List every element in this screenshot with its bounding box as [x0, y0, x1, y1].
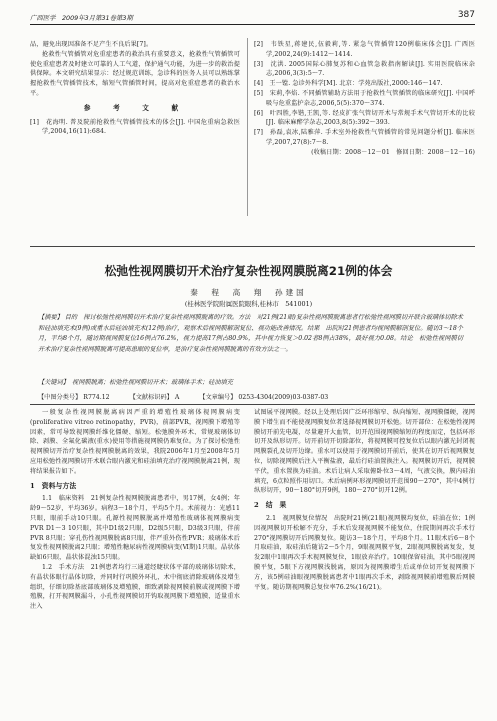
article-separator-rule	[30, 246, 475, 247]
reference-item: [5] 宋莉,李焰. 不同插管辅助方法用于抢救性气管插管的临床研究[J]. 中国呼吸与危重监护杂志,2006,5(5):370～374.	[254, 89, 475, 107]
paragraph: 品，避免出现因准备不足产生不良后果[7]。	[30, 41, 153, 48]
reference-item: [1] 花海明. 普及院前抢救性气管插管技术的体会[J]. 中国危重病急救医学,2004,16(11):684.	[30, 118, 240, 136]
references-heading: 参 考 文 献	[83, 103, 187, 112]
classification-line	[38, 392, 463, 401]
running-header	[30, 10, 475, 23]
reference-item: [6] 叶四胜,李锴,王凯,等. 经皮扩张气管切开术与常规手术气管切开术的比较[J]. 临床麻醉学杂志,2003,8(5):392～393.	[254, 109, 475, 127]
reference-item: [4] 王一镗. 急诊外科学[M]. 北京：学苑出版社,2000:146～147.	[254, 80, 443, 88]
paragraph: 试图展平视网膜。经以上处理后因广泛环形缩窄、纵向缩短、视网膜僵硬，视网膜下增生而不能使视网膜复位者选择视网膜切开松弛。切开部位：在松弛性视网膜切开前先电凝，尽量避开大血管，切开范围视网膜缩短的程度而定，包括环形切开及纵形切开。切开前切开切除部位，将视网膜可控复位后以眼内激光封闭视网膜裂孔及切开边缘。重水可以使用于视网膜切开前后，使其在切开后视网膜复位，切除视网膜后注入平衡盐液，最后行硅油置换注入。视网膜切开后，视网膜平伏，重水置换为硅油。术后让病人采取俯卧位3～4周，气液交换，膜内硅油填充，6点粒照作用切口。术后病例环形视网膜切开范围90～270°，其中4例行纵形切开，90～180°切开9例，180～270°切开12例。	[254, 409, 475, 495]
keywords: 【关键词】 视网膜脱离；松弛性视网膜切开术；玻璃体手术；硅油填充	[38, 379, 233, 386]
body-right-column	[254, 408, 475, 592]
paragraph: 2.1 视网膜复位情况 出院时21例(21眼)视网膜均复位，硅油在位；1例因视网膜切开松解不充分，手术后发现视网膜不能复位，住院期间再次手术行270°视网膜切开后网膜复位。随访3～18个月，平均8个月。11眼术后6～8个月取硅油，取硅油后随访2～5个月，9眼视网膜平复，2眼视网膜脱离复发，复发2眼中1眼再次手术视网膜复位，1眼放弃治疗。10眼保留硅油，其中5眼视网膜平复，5眼下方视网膜浅脱离，原因为视网膜增生后或单位切开复视网膜下方，该5例硅油眼视网膜脱离患者中1眼再次手术，剥除视网膜前增殖膜后网膜平复。随访期视网膜总复位率76.2%(16/21)。	[254, 514, 475, 591]
abstract-rule	[30, 404, 475, 405]
journal-name: 广西医学 2009年3月第31卷第3期	[30, 14, 133, 22]
received-date: (收稿日期：2008－12－01 修回日期：2008－12－16)	[311, 148, 475, 156]
document-code: 【文献标识码】 A	[129, 394, 180, 401]
page-number: 387	[457, 10, 475, 20]
right-top-column	[254, 40, 475, 158]
intro-paragraph: 一般复杂性视网膜脱离病因严重的增殖性玻璃体视网膜病变(proliferative vitreo retinopathy，PVR)，前部PVR，视网膜下增殖等因素，常可导致视网膜纤维化僵硬、缩短。松弛膜外环术、常规玻璃体切除、剥膜、全氟化碳液(重水)使用等措施视网膜仍难复位。为了探讨松弛性视网膜切开治疗复杂性视网膜脱离的效果，我院2006年1月至2008年5月应用松弛性视网膜切开术联合眼内激光和硅油填充治疗视网膜脱离21例，现将结果报告如下。	[30, 409, 240, 475]
section-heading: 1 资料与方法	[30, 481, 77, 490]
paragraph: 1.1 临床资料 21例复杂性视网膜脱离患者中，男17例，女4例；年龄9～52岁，平均36岁。病程3～18个月，平均5个月。术前视力：光感11只眼，眼前手动10只眼。孔源性视网膜脱离并增殖性玻璃体视网膜病变PVR D1～3 10只眼，其中D1级2只眼，D2级5只眼，D3级3只眼，伴前PVR 8只眼；穿孔伤性视网膜脱离8只眼，伴严重外伤性PVR；玻璃体术后复发性视网膜脱离2只眼；增殖性糖尿病性视网膜病变(Ⅵ期)1只眼。晶状体缺如6只眼，晶状体混浊15只眼。	[30, 495, 240, 562]
clc-number: 【中图分类号】 R774.12	[38, 394, 110, 401]
column-divider	[247, 38, 248, 216]
left-top-column	[30, 40, 240, 137]
article-authors: 秦 程 高 翔 孙建国	[190, 288, 307, 297]
reference-item: [7] 孙磊,袁冰,陆雅萍. 手术室外抢救性气管插管的常见问题分析[J]. 临床医学,2007,27(8):7～8.	[254, 129, 475, 146]
author-affiliation: (桂林医学院附属医院眼科,桂林市 541001)	[184, 300, 313, 308]
reference-item: [2] 韦铁星,蒋建民,伍毅莉,等. 紧急气管插管120例临床体会[J]. 广西医学,2002,24(9):1412～1414.	[254, 41, 475, 58]
reference-item: [3] 沈洪. 2005国际心肺复苏和心血管急救指南解读[J]. 实用医院临床杂志,2006,3(3):5～7.	[254, 60, 475, 78]
body-left-column	[30, 408, 240, 612]
paragraph: 1.2 手术方法 21例患者均行三通道经睫状体平部的玻璃体切除术，有晶状体眼行晶体切除，并同时行巩膜外环扎，术中彻底清除玻璃体及增生组织，仔细切除基底部玻璃体及增殖膜，细致剥除视网膜前膜或视网膜下增殖膜，打开视网膜漏斗，小孔性视网膜切开钩取视网膜下增殖膜，适量重水注入	[30, 563, 240, 611]
article-id: 【文章编号】 0253-4304(2009)03-0387-03	[199, 394, 329, 401]
paragraph: 抢救性气管插管对危重症患者的救治具有重要意义，抢救性气管插管可使危重症患者及时建立可靠的人工气道，保护通气功能，为进一步的救治提供保障。本文研究结果显示：经过规范训练，急诊科的医务人员可以熟练掌握抢救性气管插管技术，缩短气管插管时间，提高对危重症患者的救治水平。	[30, 50, 240, 97]
article-title: 松弛性视网膜切开术治疗复杂性视网膜脱离21例的体会	[104, 264, 393, 278]
section-heading: 2 结 果	[254, 501, 287, 510]
abstract: 【摘要】 目的 探讨松弛性视网膜切开术治疗复杂性视网膜脱离的疗效。方法 对21例(21眼)复杂性视网膜脱离患者行松弛性视网膜切开联合玻璃体切除术和硅油填充术(9例)或重水后硅油填充术(12例)治疗，观察术后视网膜解剖复位、视功能改善情况。结果 出院时21例患者均视网膜解剖复位。随访3～18个月，平均8个月，随访期视网膜复位16例占76.2%，视力提高17例占80.9%，其中视力恢复＞0.02者8例占38%，最好视力0.08。结论 松弛性视网膜切开术治疗复杂性视网膜脱离可提高患眼的复位率，是治疗复杂性视网膜脱离的有效方法之一。	[38, 314, 463, 353]
header-rule	[30, 24, 475, 25]
